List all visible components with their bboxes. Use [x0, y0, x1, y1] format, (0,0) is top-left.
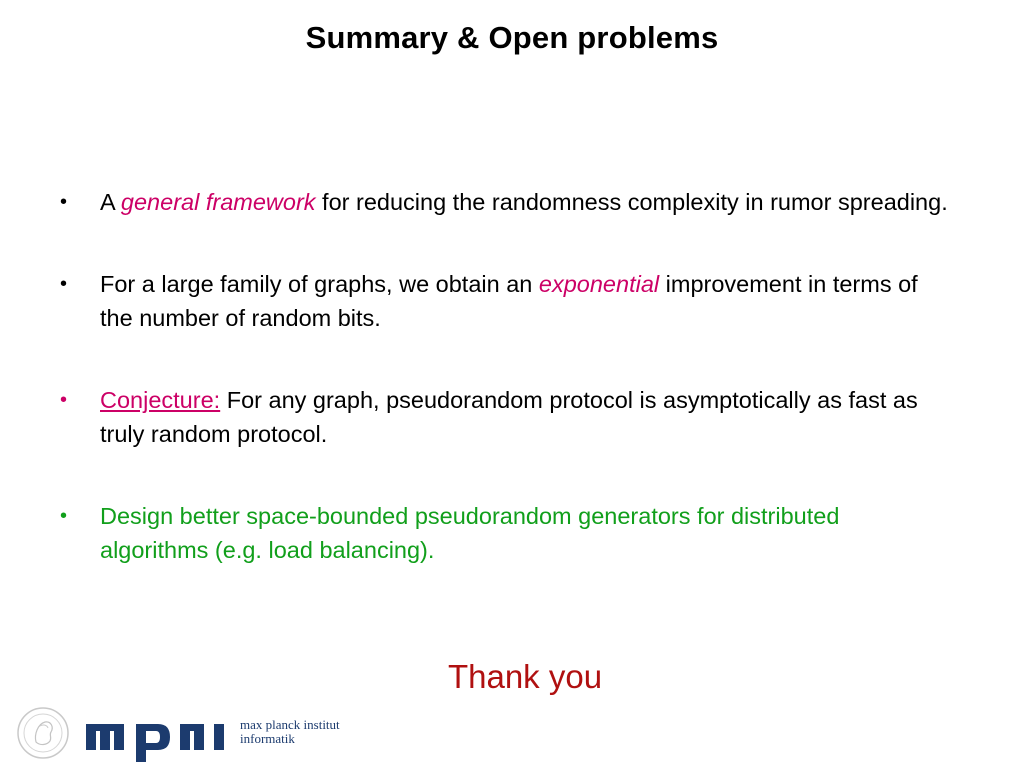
bullet-text: Design better space-bounded pseudorandom generators for distributed algorithms (e.g. load balancing).: [100, 503, 840, 563]
slide-title: Summary & Open problems: [305, 20, 719, 55]
institute-name-line2: informatik: [240, 731, 295, 746]
minerva-seal-icon: [16, 706, 70, 760]
bullet-item-framework: [60, 185, 950, 219]
bullet-emphasis: exponential: [538, 271, 660, 297]
mpi-logo: [16, 706, 361, 762]
bullet-item-open-problem: [60, 499, 950, 567]
bullet-item-conjecture: [60, 383, 950, 451]
bullet-marker: •: [60, 389, 68, 411]
bullet-text: For a large family of graphs, we obtain an: [100, 271, 539, 297]
bullet-text: A: [100, 189, 121, 215]
mpi-wordmark-icon: [86, 716, 236, 762]
bullet-text: for reducing the randomness complexity in rumor spreading.: [315, 189, 948, 215]
bullet-text: improvement in terms of the number of random bits.: [100, 271, 918, 331]
conjecture-label: Conjecture:: [100, 387, 221, 413]
bullet-emphasis: general framework: [120, 189, 316, 215]
bullet-marker: •: [60, 505, 68, 527]
institute-name-line1: max planck institut: [240, 717, 340, 732]
thank-you-text: Thank you: [447, 658, 603, 695]
bullet-list: [60, 185, 950, 615]
institute-name: [240, 718, 340, 746]
bullet-item-exponential: [60, 267, 950, 335]
bullet-text: For any graph, pseudorandom protocol is asymptotically as fast as truly random protocol.: [100, 387, 918, 447]
bullet-marker: •: [60, 273, 68, 295]
bullet-marker: •: [60, 191, 68, 213]
